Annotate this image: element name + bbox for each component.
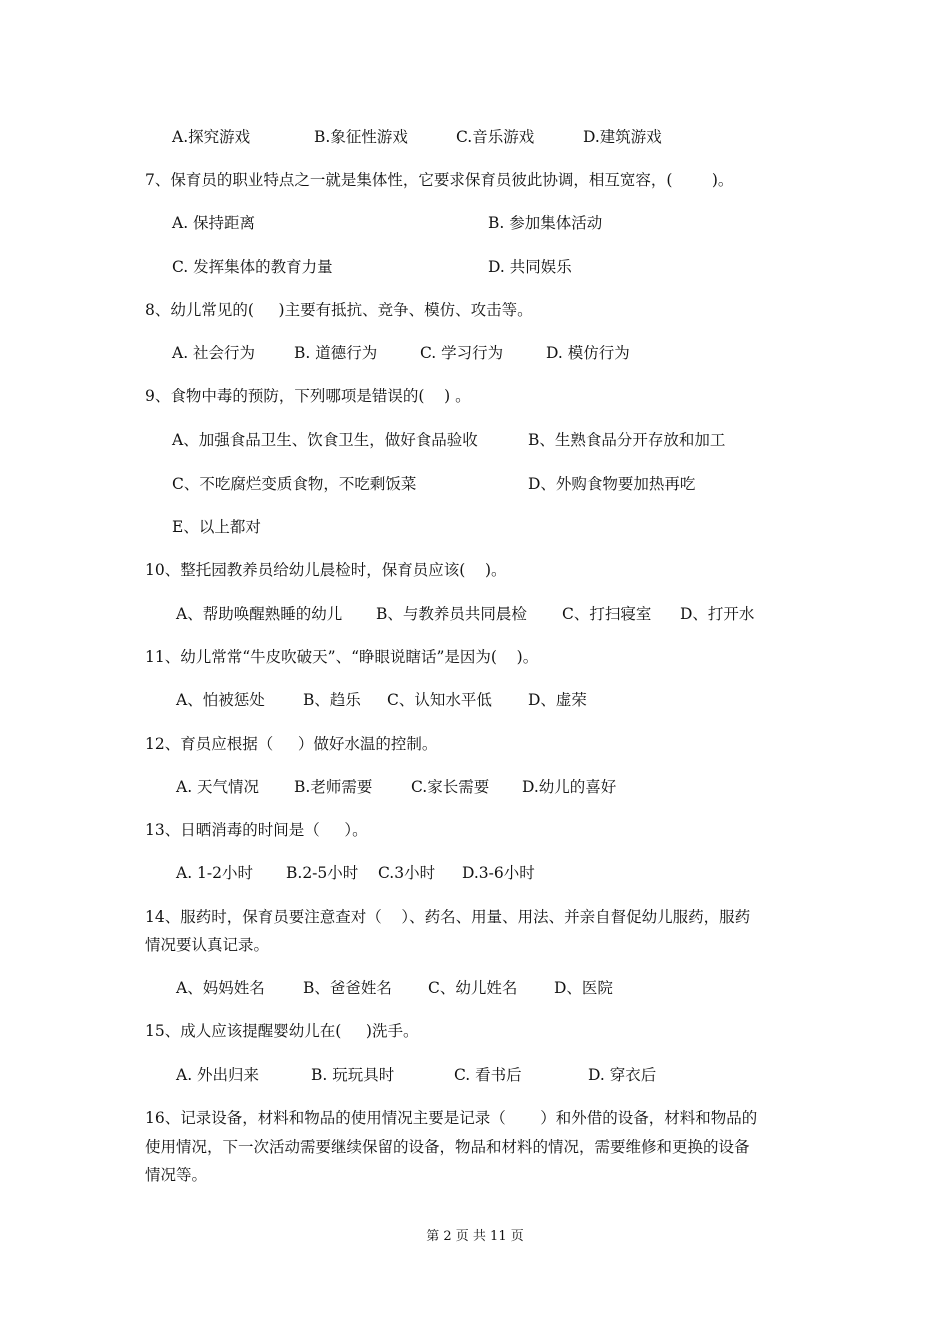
q13-option-d: D.3-6小时 xyxy=(462,864,535,882)
q7-option-b: B. 参加集体活动 xyxy=(488,214,603,232)
q16-stem-line-1: 16、记录设备，材料和物品的使用情况主要是记录（ ）和外借的设备，材料和物品的 xyxy=(145,1109,758,1127)
q14-option-c: C、幼儿姓名 xyxy=(428,979,518,997)
q8-option-c: C. 学习行为 xyxy=(420,344,504,362)
q9-option-b: B、生熟食品分开存放和加工 xyxy=(528,431,726,449)
q11-option-c: C、认知水平低 xyxy=(387,691,492,709)
q10-option-c: C、打扫寝室 xyxy=(562,605,652,623)
q11-option-b: B、趋乐 xyxy=(303,691,361,709)
q10-stem: 10、整托园教养员给幼儿晨检时，保育员应该( )。 xyxy=(145,561,507,579)
page-number: 第 2 页 共 11 页 xyxy=(426,1229,524,1244)
q10-option-a: A、帮助唤醒熟睡的幼儿 xyxy=(176,605,343,623)
q12-stem: 12、育员应根据（ ）做好水温的控制。 xyxy=(145,735,438,753)
q7-option-a: A. 保持距离 xyxy=(172,214,256,232)
q6-option-b: B.象征性游戏 xyxy=(314,128,408,146)
q7-stem: 7、保育员的职业特点之一就是集体性，它要求保育员彼此协调，相互宽容，( )。 xyxy=(145,171,734,189)
q8-stem: 8、幼儿常见的( )主要有抵抗、竞争、模仿、攻击等。 xyxy=(145,301,533,319)
q16-stem-line-3: 情况等。 xyxy=(145,1166,208,1184)
q14-stem-line-2: 情况要认真记录。 xyxy=(145,936,270,954)
q11-stem: 11、幼儿常常“牛皮吹破天”、“睁眼说瞎话”是因为( )。 xyxy=(145,648,539,666)
q14-option-d: D、医院 xyxy=(554,979,613,997)
q14-option-b: B、爸爸姓名 xyxy=(303,979,392,997)
q6-option-d: D.建筑游戏 xyxy=(583,128,662,146)
q9-stem: 9、食物中毒的预防，下列哪项是错误的( ) 。 xyxy=(145,387,471,405)
q12-option-a: A. 天气情况 xyxy=(176,778,260,796)
q10-option-b: B、与教养员共同晨检 xyxy=(376,605,527,623)
q9-option-e: E、以上都对 xyxy=(172,518,261,536)
q15-stem: 15、成人应该提醒婴幼儿在( )洗手。 xyxy=(145,1022,419,1040)
q15-option-c: C. 看书后 xyxy=(454,1066,522,1084)
q12-option-c: C.家长需要 xyxy=(411,778,490,796)
q6-option-a: A.探究游戏 xyxy=(172,128,251,146)
q13-option-b: B.2-5小时 xyxy=(286,864,359,882)
q14-stem-line-1: 14、服药时，保育员要注意查对（ ）、药名、用量、用法、并亲自督促幼儿服药，服药 xyxy=(145,908,751,926)
q12-option-d: D.幼儿的喜好 xyxy=(522,778,617,796)
q8-option-d: D. 模仿行为 xyxy=(546,344,630,362)
q8-option-b: B. 道德行为 xyxy=(294,344,378,362)
q11-option-d: D、虚荣 xyxy=(528,691,587,709)
q13-option-c: C.3小时 xyxy=(378,864,436,882)
q8-option-a: A. 社会行为 xyxy=(172,344,256,362)
q12-option-b: B.老师需要 xyxy=(294,778,373,796)
q9-option-d: D、外购食物要加热再吃 xyxy=(528,475,696,493)
q15-option-d: D. 穿衣后 xyxy=(588,1066,657,1084)
q13-stem: 13、日晒消毒的时间是（ ）。 xyxy=(145,821,368,839)
q9-option-c: C、不吃腐烂变质食物，不吃剩饭菜 xyxy=(172,475,417,493)
q6-option-c: C.音乐游戏 xyxy=(456,128,535,146)
q16-stem-line-2: 使用情况，下一次活动需要继续保留的设备，物品和材料的情况，需要维修和更换的设备 xyxy=(145,1138,750,1156)
q14-option-a: A、妈妈姓名 xyxy=(176,979,265,997)
q15-option-b: B. 玩玩具时 xyxy=(311,1066,395,1084)
q10-option-d: D、打开水 xyxy=(680,605,755,623)
q7-option-c: C. 发挥集体的教育力量 xyxy=(172,258,333,276)
q15-option-a: A. 外出归来 xyxy=(176,1066,260,1084)
q13-option-a: A. 1-2小时 xyxy=(176,864,254,882)
q9-option-a: A、加强食品卫生、饮食卫生，做好食品验收 xyxy=(172,431,478,449)
q7-option-d: D. 共同娱乐 xyxy=(488,258,572,276)
q11-option-a: A、怕被惩处 xyxy=(176,691,265,709)
